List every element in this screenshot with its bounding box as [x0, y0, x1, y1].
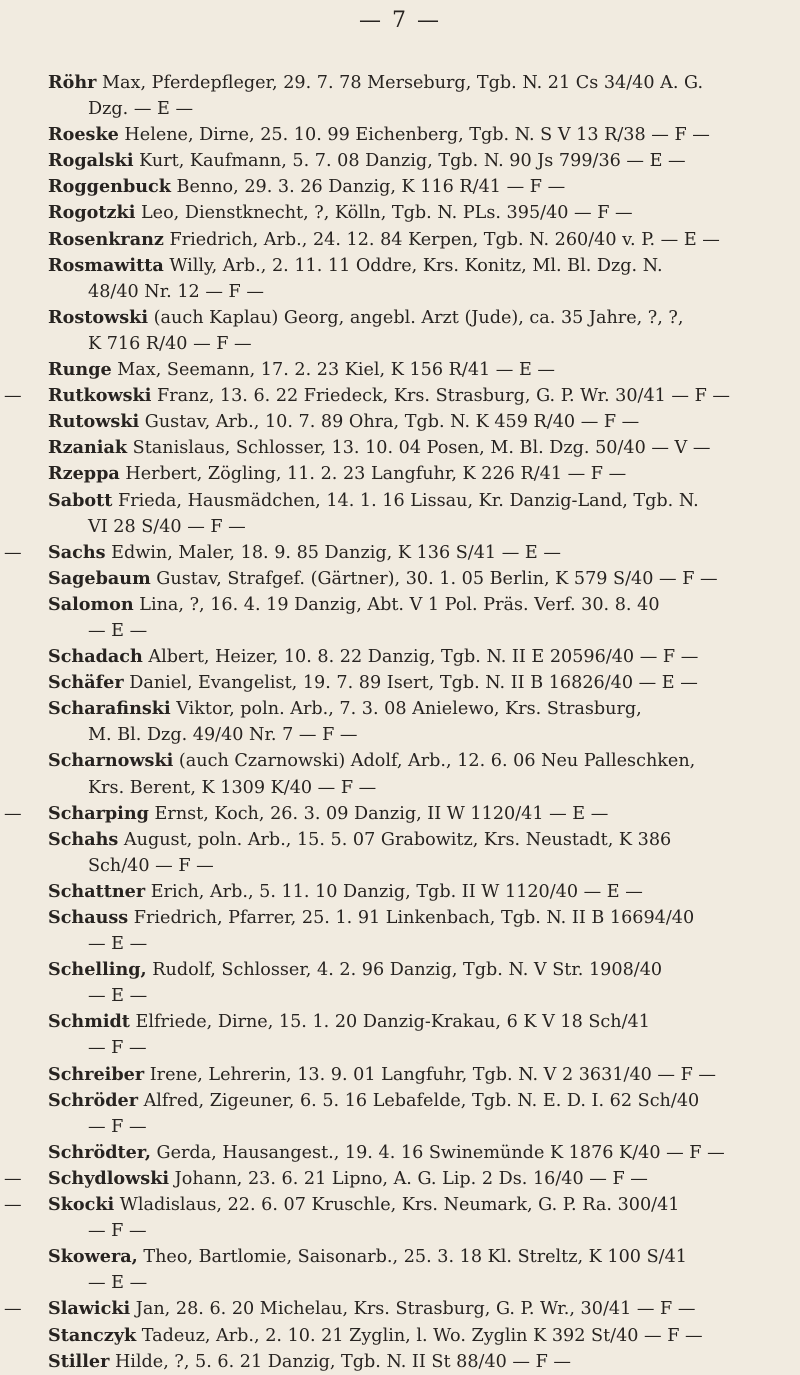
entry-first-line: [0, 148, 782, 174]
entry-details: Gustav, Arb., 10. 7. 89 Ohra, Tgb. N. K 459 R/40 — F —: [139, 412, 640, 433]
entry-dash-marker: —: [4, 386, 22, 407]
entry-first-line: [0, 488, 782, 514]
entry-first-line: [0, 227, 782, 253]
entry-surname: Stanczyk: [48, 1324, 137, 1346]
entry-details: Rudolf, Schlosser, 4. 2. 96 Danzig, Tgb. N. V Str. 1908/40: [146, 960, 663, 981]
entry-details: August, poln. Arb., 15. 5. 07 Grabowitz, Krs. Neustadt, K 386: [118, 829, 672, 850]
entry-details: Daniel, Evangelist, 19. 7. 89 Isert, Tgb. N. II B 16826/40 — E —: [123, 673, 698, 694]
list-item: [0, 1296, 800, 1322]
entry-continuation: — F —: [88, 1221, 147, 1242]
list-item: [0, 644, 800, 670]
entry-surname: Scharnowski: [48, 750, 174, 772]
entry-surname: Schahs: [48, 828, 119, 850]
entry-first-line: [0, 461, 782, 487]
entry-continuation: — F —: [88, 1116, 147, 1137]
list-item: [0, 200, 800, 226]
entry-details: Gustav, Strafgef. (Gärtner), 30. 1. 05 Berlin, K 579 S/40 — F —: [150, 568, 718, 589]
entry-surname: Rutkowski: [48, 385, 152, 407]
entry-details: Stanislaus, Schlosser, 13. 10. 04 Posen, M. Bl. Dzg. 50/40 — V —: [127, 438, 711, 459]
entry-details: Alfred, Zigeuner, 6. 5. 16 Lebafelde, Tgb. N. E. D. I. 62 Sch/40: [137, 1090, 700, 1111]
entry-first-line: [0, 592, 782, 618]
page-number: — 7 —: [359, 8, 441, 33]
entry-continuation: — F —: [88, 1038, 147, 1059]
entry-surname: Schäfer: [48, 672, 124, 694]
entry-dash-marker: —: [4, 542, 22, 563]
entry-first-line: [0, 801, 782, 827]
entry-list: [0, 70, 800, 1375]
list-item: [0, 435, 800, 461]
list-item: [0, 305, 800, 357]
entry-surname: Schauss: [48, 907, 129, 928]
entry-details: Elfriede, Dirne, 15. 1. 20 Danzig-Krakau, 6 K V 18 Sch/41: [129, 1012, 650, 1033]
entry-surname: Schydlowski: [48, 1167, 170, 1189]
entry-surname: Schröder: [48, 1089, 138, 1111]
entry-first-line: [0, 200, 782, 226]
list-item: [0, 488, 800, 540]
entry-surname: Sabott: [48, 489, 113, 511]
entry-first-line: [0, 383, 782, 409]
entry-first-line: [0, 748, 782, 774]
entry-first-line: [0, 644, 782, 670]
entry-details: Erich, Arb., 5. 11. 10 Danzig, Tgb. II W 1120/40 — E —: [145, 881, 643, 902]
entry-first-line: [0, 435, 782, 461]
entry-first-line: [0, 1192, 782, 1218]
list-item: [0, 827, 800, 879]
entry-surname: Scharping: [48, 802, 149, 824]
entry-first-line: [0, 1062, 782, 1088]
entry-surname: Scharafinski: [48, 698, 171, 720]
entry-details: Frieda, Hausmädchen, 14. 1. 16 Lissau, Kr. Danzig-Land, Tgb. N.: [112, 490, 699, 511]
entry-first-line: [0, 357, 782, 383]
entry-surname: Rutowski: [48, 411, 140, 433]
entry-surname: Rosenkranz: [48, 228, 164, 250]
entry-first-line: [0, 827, 782, 853]
entry-details: Max, Pferdepfleger, 29. 7. 78 Merseburg, Tgb. N. 21 Cs 34/40 A. G.: [96, 73, 704, 93]
entry-details: Helene, Dirne, 25. 10. 99 Eichenberg, Tgb. N. S V 13 R/38 — F —: [118, 125, 710, 146]
entry-surname: Schadach: [48, 646, 143, 668]
list-item: [0, 748, 800, 800]
entry-surname: Röhr: [48, 72, 97, 93]
list-item: [0, 696, 800, 748]
list-item: [0, 957, 800, 1009]
entry-dash-marker: —: [4, 803, 22, 824]
entry-first-line: [0, 305, 782, 331]
entry-first-line: [0, 122, 782, 148]
entry-surname: Rostowski: [48, 306, 149, 328]
entry-surname: Sagebaum: [48, 567, 151, 589]
entry-surname: Rzeppa: [48, 463, 120, 485]
entry-surname: Skocki: [48, 1194, 115, 1216]
entry-surname: Stiller: [48, 1350, 110, 1372]
entry-details: Jan, 28. 6. 20 Michelau, Krs. Strasburg, G. P. Wr., 30/41 — F —: [130, 1299, 696, 1320]
entry-first-line: [0, 957, 782, 983]
entry-details: Gerda, Hausangest., 19. 4. 16 Swinemünde K 1876 K/40 — F —: [150, 1142, 725, 1163]
list-item: [0, 592, 800, 644]
list-item: [0, 566, 800, 592]
entry-details: Friedrich, Pfarrer, 25. 1. 91 Linkenbach, Tgb. N. II B 16694/40: [128, 908, 695, 928]
entry-details: Irene, Lehrerin, 13. 9. 01 Langfuhr, Tgb. N. V 2 3631/40 — F —: [144, 1064, 716, 1085]
list-item: [0, 1323, 800, 1349]
entry-surname: Schattner: [48, 880, 146, 902]
entry-surname: Schelling,: [48, 959, 147, 981]
list-item: [0, 1009, 800, 1061]
entry-continuation: Sch/40 — F —: [88, 855, 214, 876]
list-item: [0, 1349, 800, 1375]
entry-first-line: [0, 1140, 782, 1166]
entry-surname: Roggenbuck: [48, 176, 171, 198]
entry-first-line: [0, 1296, 782, 1322]
entry-surname: Schreiber: [48, 1063, 145, 1085]
entry-details: Friedrich, Arb., 24. 12. 84 Kerpen, Tgb. N. 260/40 v. P. — E —: [163, 229, 720, 250]
entry-surname: Rosmawitta: [48, 254, 164, 276]
list-item: [0, 905, 800, 957]
list-item: [0, 409, 800, 435]
list-item: [0, 1062, 800, 1088]
entry-details: Franz, 13. 6. 22 Friedeck, Krs. Strasburg, G. P. Wr. 30/41 — F —: [151, 386, 731, 407]
entry-first-line: [0, 1323, 782, 1349]
entry-dash-marker: —: [4, 1195, 22, 1216]
entry-details: Ernst, Koch, 26. 3. 09 Danzig, II W 1120/41 — E —: [148, 803, 609, 824]
entry-details: Theo, Bartlomie, Saisonarb., 25. 3. 18 Kl. Streltz, K 100 S/41: [137, 1247, 687, 1268]
entry-first-line: [0, 540, 782, 566]
entry-surname: Rzaniak: [48, 437, 128, 459]
entry-continuation: M. Bl. Dzg. 49/40 Nr. 7 — F —: [88, 725, 358, 746]
entry-details: Wladislaus, 22. 6. 07 Kruschle, Krs. Neumark, G. P. Ra. 300/41: [114, 1195, 680, 1216]
entry-continuation: K 716 R/40 — F —: [88, 333, 252, 354]
list-item: [0, 1244, 800, 1296]
entry-details: Willy, Arb., 2. 11. 11 Oddre, Krs. Konitz, Ml. Bl. Dzg. N.: [163, 255, 663, 276]
entry-first-line: [0, 409, 782, 435]
list-item: [0, 461, 800, 487]
list-item: [0, 1192, 800, 1244]
entry-continuation: VI 28 S/40 — F —: [88, 516, 246, 537]
entry-first-line: [0, 905, 782, 931]
list-item: [0, 148, 800, 174]
entry-details: Viktor, poln. Arb., 7. 3. 08 Anielewo, Krs. Strasburg,: [170, 699, 642, 720]
entry-surname: Roeske: [48, 124, 119, 146]
list-item: [0, 174, 800, 200]
list-item: [0, 70, 800, 122]
entry-first-line: [0, 1244, 782, 1270]
list-item: [0, 1140, 800, 1166]
list-item: [0, 227, 800, 253]
entry-first-line: [0, 1009, 782, 1035]
entry-first-line: [0, 1166, 782, 1192]
list-item: [0, 670, 800, 696]
entry-surname: Runge: [48, 359, 112, 381]
entry-details: Edwin, Maler, 18. 9. 85 Danzig, K 136 S/41 — E —: [105, 542, 561, 563]
entry-surname: Slawicki: [48, 1298, 131, 1320]
entry-first-line: [0, 253, 782, 279]
entry-details: Johann, 23. 6. 21 Lipno, A. G. Lip. 2 Ds. 16/40 — F —: [169, 1168, 648, 1189]
list-item: [0, 879, 800, 905]
entry-first-line: [0, 1349, 782, 1375]
entry-first-line: [0, 70, 782, 96]
entry-details: (auch Kaplau) Georg, angebl. Arzt (Jude), ca. 35 Jahre, ?, ?,: [148, 307, 684, 328]
entry-continuation: — E —: [88, 1273, 148, 1294]
entry-surname: Salomon: [48, 593, 134, 615]
entry-first-line: [0, 174, 782, 200]
entry-continuation: — E —: [88, 934, 148, 955]
entry-dash-marker: —: [4, 1168, 22, 1189]
entry-details: Max, Seemann, 17. 2. 23 Kiel, K 156 R/41 — E —: [111, 360, 556, 381]
entry-dash-marker: —: [4, 1299, 22, 1320]
entry-first-line: [0, 670, 782, 696]
entry-details: Benno, 29. 3. 26 Danzig, K 116 R/41 — F —: [170, 177, 566, 198]
entry-surname: Rogotzki: [48, 202, 136, 224]
entry-surname: Rogalski: [48, 150, 134, 172]
entry-details: Herbert, Zögling, 11. 2. 23 Langfuhr, K 226 R/41 — F —: [119, 464, 627, 485]
entry-surname: Schrödter,: [48, 1141, 151, 1163]
entry-continuation: — E —: [88, 620, 148, 641]
entry-continuation: Dzg. — E —: [88, 99, 194, 120]
entry-details: Hilde, ?, 5. 6. 21 Danzig, Tgb. N. II St 88/40 — F —: [109, 1351, 572, 1372]
entry-continuation: Krs. Berent, K 1309 K/40 — F —: [88, 777, 377, 798]
entry-details: Leo, Dienstknecht, ?, Kölln, Tgb. N. PLs. 395/40 — F —: [135, 203, 633, 224]
entry-first-line: [0, 1088, 782, 1114]
list-item: [0, 1088, 800, 1140]
entry-surname: Skowera,: [48, 1246, 138, 1268]
entry-continuation: 48/40 Nr. 12 — F —: [88, 281, 264, 302]
entry-details: (auch Czarnowski) Adolf, Arb., 12. 6. 06 Neu Palleschken,: [173, 751, 696, 772]
list-item: [0, 540, 800, 566]
entry-details: Lina, ?, 16. 4. 19 Danzig, Abt. V 1 Pol. Präs. Verf. 30. 8. 40: [133, 594, 660, 615]
list-item: [0, 253, 800, 305]
list-item: [0, 1166, 800, 1192]
entry-surname: Sachs: [48, 541, 106, 563]
entry-details: Albert, Heizer, 10. 8. 22 Danzig, Tgb. N. II E 20596/40 — F —: [142, 647, 699, 668]
entry-details: Kurt, Kaufmann, 5. 7. 08 Danzig, Tgb. N. 90 Js 799/36 — E —: [133, 151, 686, 172]
list-item: [0, 357, 800, 383]
entry-continuation: — E —: [88, 986, 148, 1007]
list-item: [0, 122, 800, 148]
entry-first-line: [0, 566, 782, 592]
entry-details: Tadeuz, Arb., 2. 10. 21 Zyglin, l. Wo. Zyglin K 392 St/40 — F —: [136, 1325, 703, 1346]
entry-surname: Schmidt: [48, 1011, 130, 1033]
list-item: [0, 801, 800, 827]
entry-first-line: [0, 696, 782, 722]
list-item: [0, 383, 800, 409]
entry-first-line: [0, 879, 782, 905]
